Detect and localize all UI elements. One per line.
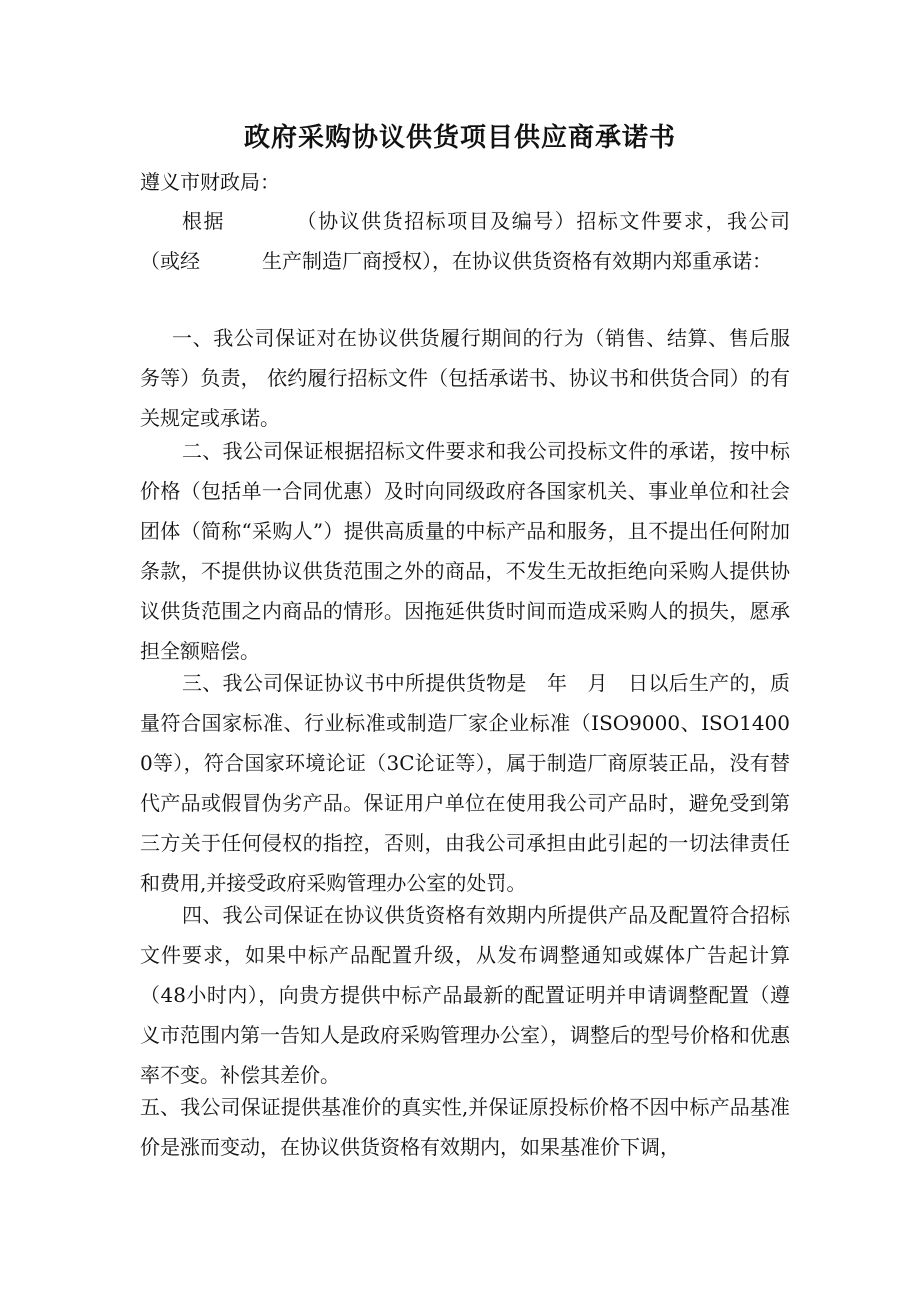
intro-paragraph: [140, 201, 790, 281]
commitment-item-1: 一、我公司保证对在协议供货履行期间的行为（销售、结算、售后服务等）负责， 依约履行招标文件（包括承诺书、协议书和供货合同）的有关规定或承诺。: [140, 326, 790, 430]
commitment-item-5: 五、我公司保证提供基准价的真实性,并保证原投标价格不因中标产品基准价是涨而变动，在协议供货资格有效期内，如果基准价下调，: [140, 1095, 790, 1159]
document-title: 政府采购协议供货项目供应商承诺书: [243, 123, 676, 153]
intro-part-2: （协议供货招标项目及编号）招标文件要求，我公司（或经: [140, 209, 791, 273]
intro-part-1: 根据: [182, 209, 226, 233]
commitment-item-4: 四、我公司保证在协议供货资格有效期内所提供产品及配置符合招标文件要求，如果中标产品配置升级，从发布调整通知或媒体广告起计算（48小时内），向贵方提供中标产品最新的配置证明并申请调整配置（遵义市范围内第一告知人是政府采购管理办公室），调整后的型号价格和优惠率不变。补偿其差价。: [140, 903, 790, 1087]
intro-part-3: 生产制造厂商授权），在协议供货资格有效期内郑重承诺：: [262, 249, 772, 273]
commitment-item-3: 三、我公司保证协议书中所提供货物是 年 月 日以后生产的，质量符合国家标准、行业标准或制造厂家企业标准（ISO9000、ISO14000等），符合国家环境论证（3C论证等），属于制造厂商原装正品，没有替代产品或假冒伪劣产品。保证用户单位在使用我公司产品时，避免受到第三方关于任何侵权的指控，否则，由我公司承担由此引起的一切法律责任和费用,并接受政府采购管理办公室的处罚。: [140, 671, 790, 895]
salutation: 遵义市财政局：: [140, 170, 280, 194]
commitment-item-2: 二、我公司保证根据招标文件要求和我公司投标文件的承诺，按中标价格（包括单一合同优惠）及时向同级政府各国家机关、事业单位和社会团体（简称“采购人”）提供高质量的中标产品和服务，且不提出任何附加条款，不提供协议供货范围之外的商品，不发生无故拒绝向采购人提供协议供货范围之内商品的情形。因拖延供货时间而造成采购人的损失，愿承担全额赔偿。: [140, 439, 790, 663]
